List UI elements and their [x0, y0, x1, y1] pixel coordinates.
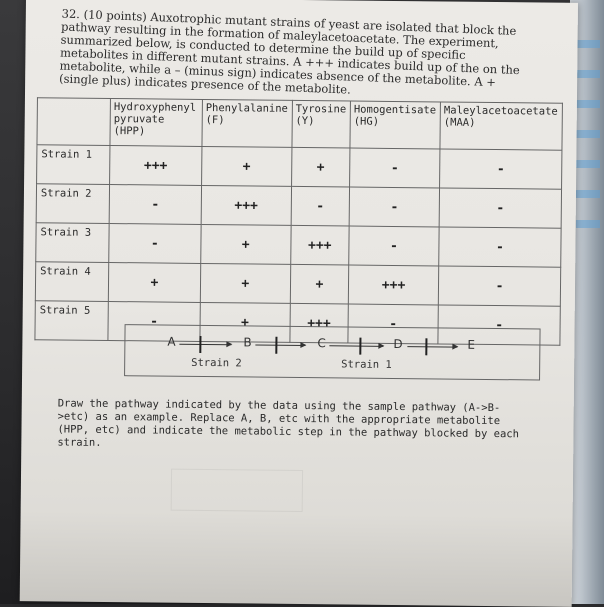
table-row [36, 184, 561, 228]
table-cell: + [290, 264, 349, 304]
metabolite-table [34, 97, 563, 345]
block-label: Strain 1 [341, 358, 392, 371]
table-cell: - [349, 226, 439, 266]
pathway-step-e: E [467, 337, 476, 352]
table-cell: + [108, 262, 200, 302]
table-cell: + [291, 147, 350, 187]
question-number: 32. [61, 6, 81, 22]
instructions-text: Draw the pathway indicated by the data using the sample pathway (A->B->etc) as an example. Replace A, B, etc with the appropriate metabolite (HPP, etc) and indicate the metabolic step in the pathway blocked by each strain. [57, 397, 520, 449]
pathway-step-b: B [243, 335, 252, 350]
sample-pathway-box [124, 324, 541, 380]
column-header: Homogentisate (HG) [350, 101, 441, 149]
table-cell: + [200, 263, 290, 303]
table-cell: - [109, 223, 201, 263]
pathway-arrow [407, 346, 457, 348]
table-cell: - [109, 184, 201, 224]
table-cell: - [439, 227, 561, 267]
question-body: (10 points) Auxotrophic mutant strains of yeast are isolated that block the pathway resulting in the formation of maleylacetoacetate. The experiment, summarized below, is conducted to determine the build up of specific metabolites in different mutant strains. A +++ indicates build up of the on the metabolite, while a – (minus sign) indicates absence of the metabolite. A + (single plus) indicates presence of the metabolite. [58, 7, 520, 97]
table-cell: +++ [110, 145, 202, 185]
faint-bleedthrough [171, 469, 303, 512]
table-cell: - [348, 304, 438, 344]
row-label: Strain 3 [36, 223, 109, 263]
pathway-step-d: D [393, 336, 403, 352]
table-cell: +++ [348, 265, 438, 305]
column-header: Tyrosine (Y) [292, 100, 351, 148]
row-label: Strain 1 [37, 145, 110, 185]
table-header-row [37, 98, 562, 150]
column-header: Phenylalanine (F) [202, 99, 292, 147]
block-label: Strain 2 [191, 356, 242, 370]
worksheet-page [20, 0, 578, 607]
column-header: Maleylacetoacetate (MAA) [440, 102, 562, 150]
block-marker [359, 338, 361, 355]
block-marker [199, 336, 201, 353]
table-cell: - [438, 266, 560, 306]
table-cell: - [440, 149, 562, 189]
pathway-arrow [255, 345, 305, 347]
pathway-step-c: C [317, 336, 326, 351]
row-label: Strain 2 [36, 184, 109, 224]
table-cell: + [201, 146, 291, 186]
table-cell: - [349, 187, 439, 227]
table-cell: - [438, 305, 560, 345]
table-corner-cell [37, 98, 110, 146]
question-text [59, 7, 532, 103]
block-marker [425, 338, 427, 355]
row-label: Strain 5 [35, 301, 108, 341]
table-cell: - [108, 301, 200, 341]
table-cell: +++ [290, 225, 349, 265]
table-cell: +++ [290, 303, 349, 343]
table-cell: - [439, 188, 561, 228]
table-row [35, 262, 560, 306]
adjacent-page-marks [576, 40, 600, 240]
table-row [36, 223, 561, 267]
table-cell: - [350, 148, 440, 188]
pathway-arrow [179, 344, 231, 346]
table-cell: +++ [201, 185, 291, 225]
table-cell: - [291, 186, 350, 226]
table-cell: + [201, 224, 291, 264]
column-header: Hydroxyphenyl pyruvate (HPP) [110, 98, 202, 146]
pathway-step-a: A [167, 334, 176, 349]
block-marker [275, 337, 277, 354]
table-cell: + [200, 302, 290, 342]
row-label: Strain 4 [35, 262, 108, 302]
table-row [37, 145, 562, 189]
pathway-arrow [329, 345, 383, 347]
